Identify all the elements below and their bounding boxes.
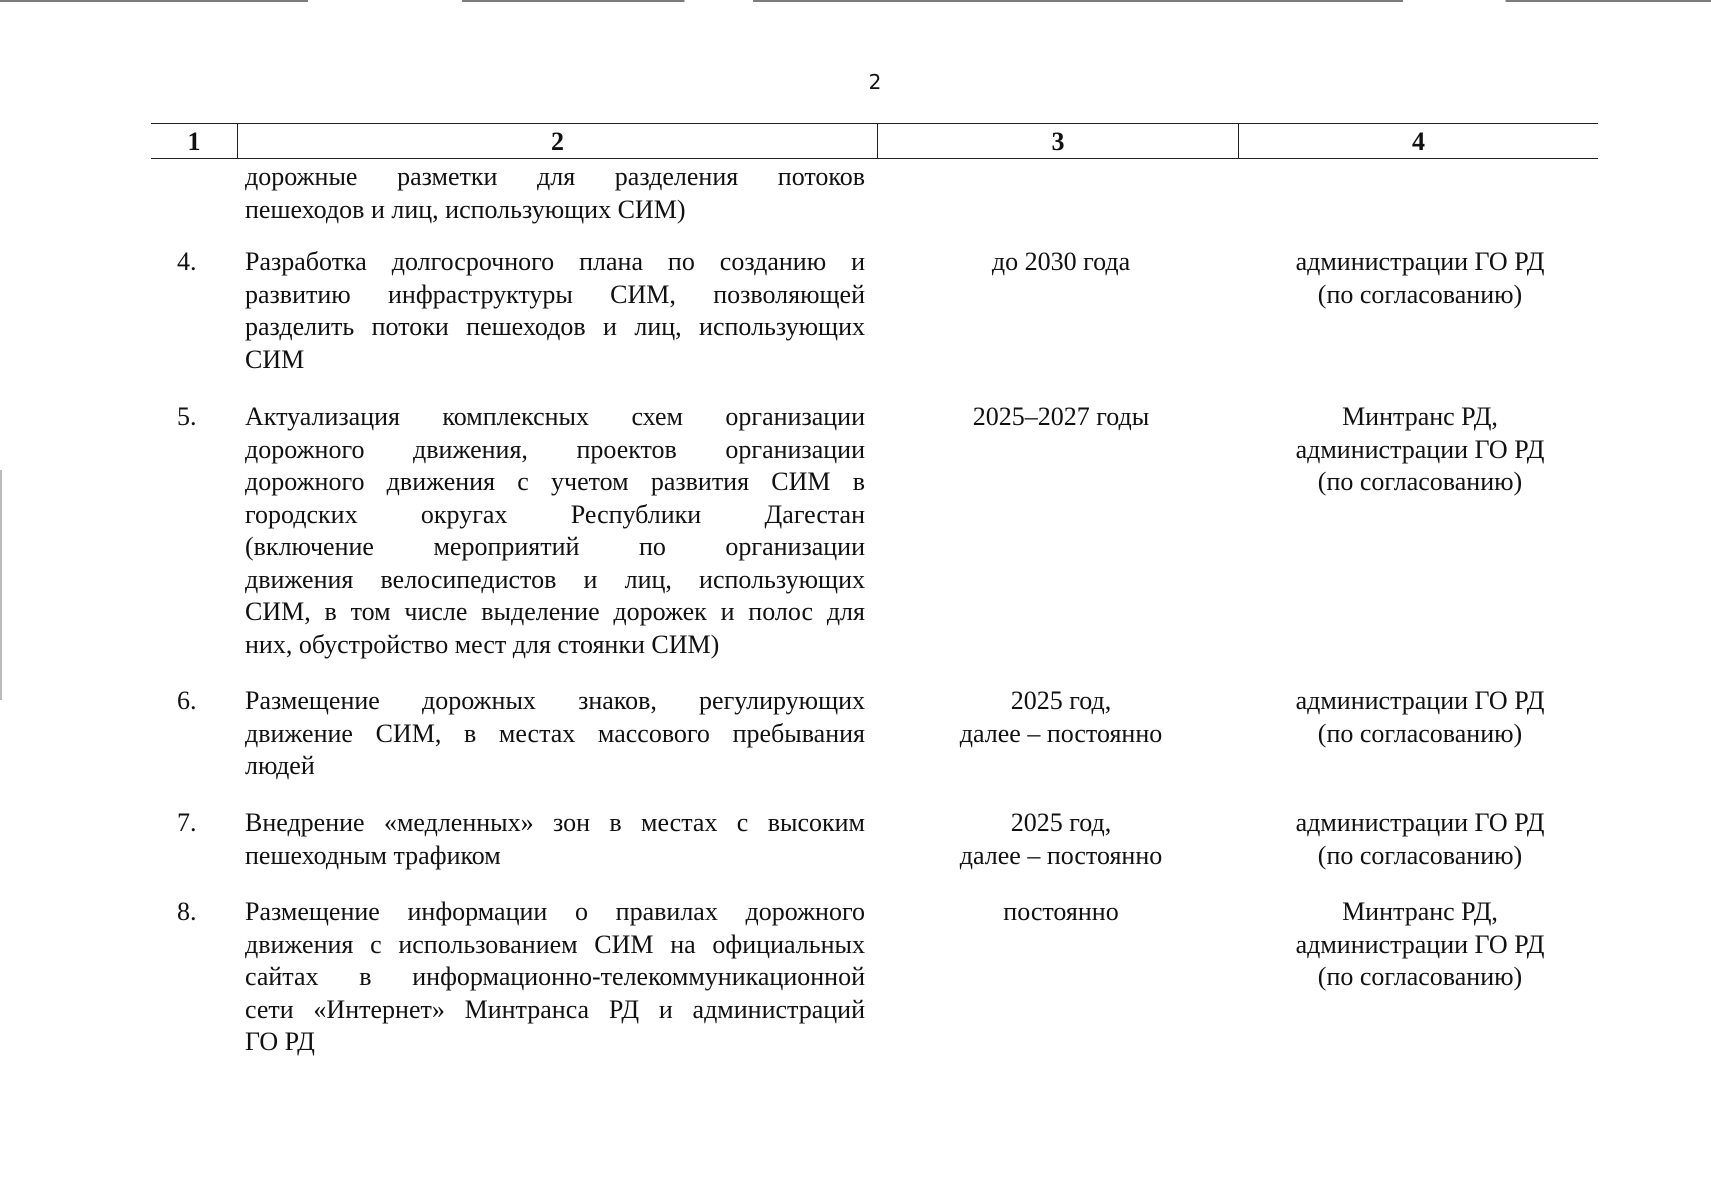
description-line: дорожные разметки для разделения потоков — [245, 162, 865, 191]
row-description — [245, 685, 865, 783]
description-line: Размещение информации о правилах дорожного — [245, 897, 865, 926]
row-term — [886, 807, 1236, 872]
row-number: 7. — [177, 808, 197, 837]
responsible-line: администрации ГО РД — [1295, 808, 1545, 837]
description-line: ГО РД — [245, 1027, 315, 1056]
row-term — [886, 246, 1236, 279]
description-line: сайтах в информационно-телекоммуникационной — [245, 962, 865, 991]
row-term — [886, 685, 1236, 750]
responsible-line: администрации ГО РД — [1295, 247, 1545, 276]
row-description — [245, 807, 865, 872]
row-responsible — [1241, 685, 1599, 750]
term-line: до 2030 года — [991, 247, 1131, 276]
description-line: городских округах Республики Дагестан — [245, 499, 865, 529]
responsible-line: администрации ГО РД — [1295, 434, 1545, 464]
term-line: далее – постоянно — [959, 840, 1163, 870]
table-header-col-2: 2 — [238, 124, 878, 158]
responsible-line: администрации ГО РД — [1295, 929, 1545, 959]
row-description — [245, 161, 865, 226]
row-responsible — [1241, 246, 1599, 311]
description-line: СИМ — [245, 344, 305, 374]
description-line: дорожного движения с учетом развития СИМ в — [245, 467, 865, 496]
responsible-line: (по согласованию) — [1317, 467, 1523, 496]
row-number: 5. — [177, 402, 197, 431]
row-number: 8. — [177, 897, 197, 926]
row-responsible — [1241, 896, 1599, 994]
description-line: движение СИМ, в местах массового пребывания — [245, 718, 865, 748]
term-line: 2025 год, — [1010, 686, 1112, 715]
description-line: людей — [245, 751, 315, 780]
row-responsible — [1241, 401, 1599, 499]
row-number: 4. — [177, 247, 197, 276]
responsible-line: администрации ГО РД — [1295, 686, 1545, 715]
responsible-line: (по согласованию) — [1317, 279, 1523, 309]
scan-edge-left — [0, 470, 2, 700]
responsible-line: Минтранс РД, — [1342, 897, 1498, 926]
row-term — [886, 401, 1236, 434]
description-line: Актуализация комплексных схем организации — [245, 402, 865, 431]
description-line: Размещение дорожных знаков, регулирующих — [245, 686, 865, 715]
table-header-col-1: 1 — [151, 124, 238, 158]
responsible-line: (по согласованию) — [1317, 718, 1523, 748]
scan-edge-top — [0, 0, 1711, 2]
description-line: пешеходов и лиц, использующих СИМ) — [245, 194, 686, 224]
table-header-row — [151, 123, 1598, 159]
row-number: 6. — [177, 686, 197, 715]
term-line: 2025 год, — [1010, 808, 1112, 837]
description-line: развитию инфраструктуры СИМ, позволяющей — [245, 279, 865, 309]
responsible-line: (по согласованию) — [1317, 962, 1523, 991]
description-line: Разработка долгосрочного плана по созданию и — [245, 247, 865, 276]
row-description — [245, 246, 865, 376]
table-header-col-3: 3 — [878, 124, 1239, 158]
responsible-line: (по согласованию) — [1317, 840, 1523, 870]
description-line: пешеходным трафиком — [245, 840, 501, 870]
description-line: СИМ, в том числе выделение дорожек и полос для — [245, 597, 865, 626]
row-description — [245, 401, 865, 661]
description-line: них, обустройство мест для стоянки СИМ) — [245, 629, 720, 659]
row-term — [886, 896, 1236, 929]
responsible-line: Минтранс РД, — [1342, 402, 1498, 431]
description-line: (включение мероприятий по организации — [245, 532, 865, 561]
description-line: дорожного движения, проектов организации — [245, 434, 865, 464]
description-line: движения велосипедистов и лиц, использующих — [245, 564, 865, 594]
row-responsible — [1241, 807, 1599, 872]
description-line: сети «Интернет» Минтранса РД и администраций — [245, 994, 865, 1024]
table-header-col-4: 4 — [1412, 127, 1425, 156]
term-line: постоянно — [1003, 897, 1119, 926]
term-line: далее – постоянно — [959, 718, 1163, 748]
term-line: 2025–2027 годы — [972, 402, 1150, 431]
description-line: Внедрение «медленных» зон в местах с высоким — [245, 808, 865, 837]
description-line: разделить потоки пешеходов и лиц, использующих — [245, 312, 865, 341]
page-number: 2 — [868, 70, 882, 94]
row-description — [245, 896, 865, 1059]
description-line: движения с использованием СИМ на официальных — [245, 929, 865, 959]
